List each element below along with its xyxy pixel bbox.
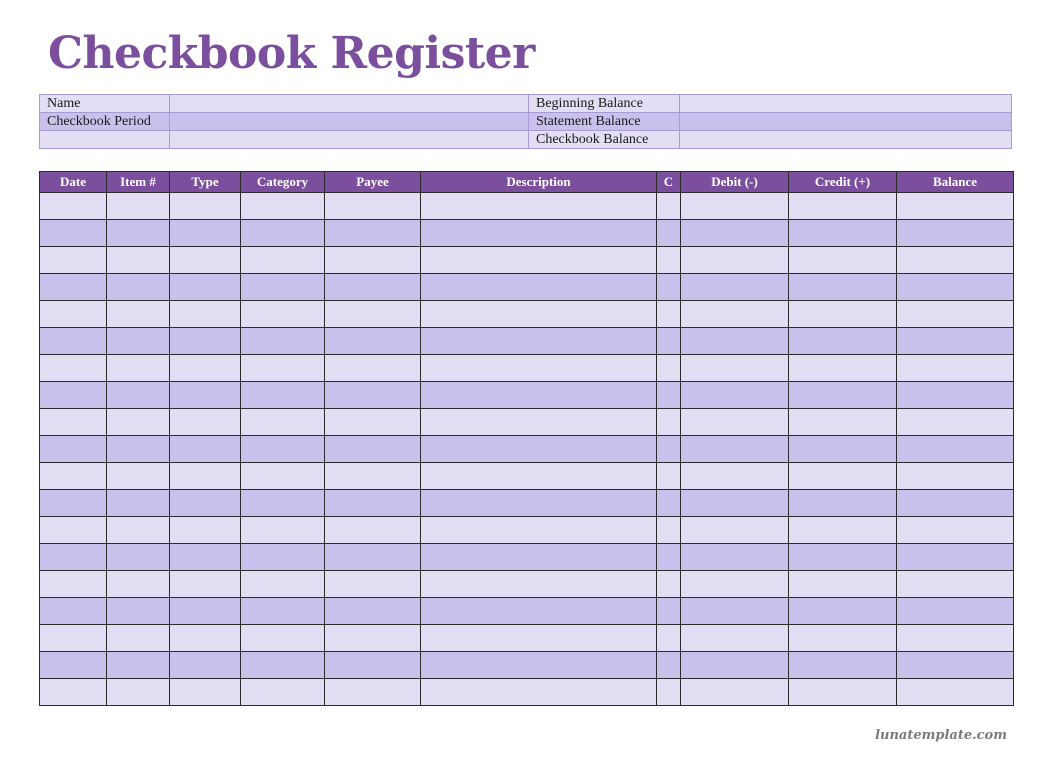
entry-cell[interactable] bbox=[657, 274, 681, 301]
entry-cell[interactable] bbox=[107, 436, 170, 463]
entry-cell[interactable] bbox=[325, 490, 421, 517]
entry-cell[interactable] bbox=[657, 301, 681, 328]
entry-cell[interactable] bbox=[40, 382, 107, 409]
entry-cell[interactable] bbox=[325, 247, 421, 274]
entry-cell[interactable] bbox=[325, 544, 421, 571]
entry-cell[interactable] bbox=[170, 598, 241, 625]
entry-cell[interactable] bbox=[657, 220, 681, 247]
info-row-period bbox=[40, 113, 1012, 131]
entry-cell[interactable] bbox=[107, 571, 170, 598]
entry-cell[interactable] bbox=[107, 652, 170, 679]
entry-cell[interactable] bbox=[657, 679, 681, 706]
entry-cell[interactable] bbox=[241, 193, 325, 220]
entry-cell[interactable] bbox=[107, 247, 170, 274]
entry-cell[interactable] bbox=[241, 625, 325, 652]
checkbook-balance-label: Checkbook Balance bbox=[529, 131, 680, 149]
entry-cell[interactable] bbox=[325, 274, 421, 301]
entry-cell[interactable] bbox=[421, 436, 657, 463]
entry-cell[interactable] bbox=[657, 490, 681, 517]
entry-cell[interactable] bbox=[657, 598, 681, 625]
entry-cell[interactable] bbox=[107, 193, 170, 220]
entry-cell[interactable] bbox=[325, 679, 421, 706]
entry-cell[interactable] bbox=[789, 517, 897, 544]
entry-cell[interactable] bbox=[170, 463, 241, 490]
entry-cell[interactable] bbox=[789, 355, 897, 382]
table-row bbox=[40, 652, 1014, 679]
column-header: Date bbox=[40, 172, 107, 193]
entry-cell[interactable] bbox=[325, 625, 421, 652]
entry-cell[interactable] bbox=[170, 625, 241, 652]
table-row bbox=[40, 247, 1014, 274]
entry-cell[interactable] bbox=[241, 517, 325, 544]
table-row bbox=[40, 679, 1014, 706]
entry-cell[interactable] bbox=[170, 301, 241, 328]
entry-cell[interactable] bbox=[40, 571, 107, 598]
statement-balance-field[interactable] bbox=[680, 113, 1012, 131]
entry-cell[interactable] bbox=[897, 193, 1014, 220]
name-field[interactable] bbox=[170, 95, 529, 113]
entry-cell[interactable] bbox=[325, 652, 421, 679]
table-row bbox=[40, 517, 1014, 544]
checkbook-balance-field[interactable] bbox=[680, 131, 1012, 149]
entry-cell[interactable] bbox=[107, 274, 170, 301]
checkbook-period-label: Checkbook Period bbox=[40, 113, 170, 131]
entry-cell[interactable] bbox=[681, 517, 789, 544]
entry-cell[interactable] bbox=[897, 220, 1014, 247]
entry-cell[interactable] bbox=[681, 490, 789, 517]
entry-cell[interactable] bbox=[170, 436, 241, 463]
entry-cell[interactable] bbox=[421, 220, 657, 247]
info-row-balance bbox=[40, 131, 1012, 149]
entry-cell[interactable] bbox=[421, 409, 657, 436]
table-row bbox=[40, 355, 1014, 382]
entry-cell[interactable] bbox=[789, 436, 897, 463]
entry-cell[interactable] bbox=[421, 490, 657, 517]
entry-cell[interactable] bbox=[170, 247, 241, 274]
table-row bbox=[40, 490, 1014, 517]
entry-cell[interactable] bbox=[107, 490, 170, 517]
entry-cell[interactable] bbox=[681, 571, 789, 598]
entry-cell[interactable] bbox=[170, 193, 241, 220]
entry-cell[interactable] bbox=[897, 247, 1014, 274]
entry-cell[interactable] bbox=[789, 328, 897, 355]
entry-cell[interactable] bbox=[241, 409, 325, 436]
entry-cell[interactable] bbox=[40, 517, 107, 544]
entry-cell[interactable] bbox=[241, 301, 325, 328]
page-title: Checkbook Register bbox=[48, 28, 535, 79]
entry-cell[interactable] bbox=[40, 220, 107, 247]
table-row bbox=[40, 571, 1014, 598]
entry-cell[interactable] bbox=[681, 193, 789, 220]
entry-cell[interactable] bbox=[325, 382, 421, 409]
entry-cell[interactable] bbox=[421, 679, 657, 706]
entry-cell[interactable] bbox=[241, 220, 325, 247]
entry-cell[interactable] bbox=[789, 193, 897, 220]
entry-cell[interactable] bbox=[681, 220, 789, 247]
entry-cell[interactable] bbox=[325, 355, 421, 382]
entry-cell[interactable] bbox=[170, 409, 241, 436]
entry-cell[interactable] bbox=[789, 409, 897, 436]
entry-cell[interactable] bbox=[897, 328, 1014, 355]
entry-cell[interactable] bbox=[325, 409, 421, 436]
entry-cell[interactable] bbox=[657, 652, 681, 679]
entry-cell[interactable] bbox=[241, 355, 325, 382]
entry-cell[interactable] bbox=[40, 436, 107, 463]
entry-cell[interactable] bbox=[40, 301, 107, 328]
entry-cell[interactable] bbox=[170, 274, 241, 301]
entry-cell[interactable] bbox=[241, 652, 325, 679]
entry-cell[interactable] bbox=[657, 409, 681, 436]
entry-cell[interactable] bbox=[421, 301, 657, 328]
entry-cell[interactable] bbox=[897, 571, 1014, 598]
column-header: C bbox=[657, 172, 681, 193]
entry-cell[interactable] bbox=[657, 463, 681, 490]
column-header: Category bbox=[241, 172, 325, 193]
entry-cell[interactable] bbox=[681, 328, 789, 355]
entry-cell[interactable] bbox=[421, 517, 657, 544]
entry-cell[interactable] bbox=[681, 625, 789, 652]
entry-cell[interactable] bbox=[241, 544, 325, 571]
entry-cell[interactable] bbox=[789, 463, 897, 490]
entry-cell[interactable] bbox=[421, 544, 657, 571]
entry-cell[interactable] bbox=[789, 571, 897, 598]
column-header: Debit (-) bbox=[681, 172, 789, 193]
entry-cell[interactable] bbox=[107, 544, 170, 571]
register-body bbox=[40, 193, 1014, 706]
entry-cell[interactable] bbox=[40, 328, 107, 355]
column-header: Item # bbox=[107, 172, 170, 193]
beginning-balance-field[interactable] bbox=[680, 95, 1012, 113]
entry-cell[interactable] bbox=[897, 517, 1014, 544]
entry-cell[interactable] bbox=[789, 679, 897, 706]
entry-cell[interactable] bbox=[421, 247, 657, 274]
entry-cell[interactable] bbox=[681, 679, 789, 706]
entry-cell[interactable] bbox=[897, 301, 1014, 328]
entry-cell[interactable] bbox=[657, 571, 681, 598]
entry-cell[interactable] bbox=[241, 328, 325, 355]
entry-cell[interactable] bbox=[107, 409, 170, 436]
table-row bbox=[40, 274, 1014, 301]
table-row bbox=[40, 625, 1014, 652]
entry-cell[interactable] bbox=[325, 436, 421, 463]
account-info-table bbox=[39, 94, 1012, 149]
register-header-row bbox=[40, 172, 1014, 193]
entry-cell[interactable] bbox=[897, 598, 1014, 625]
entry-cell[interactable] bbox=[40, 247, 107, 274]
entry-cell[interactable] bbox=[40, 625, 107, 652]
info-row-name bbox=[40, 95, 1012, 113]
entry-cell[interactable] bbox=[170, 679, 241, 706]
column-header: Balance bbox=[897, 172, 1014, 193]
entry-cell[interactable] bbox=[657, 247, 681, 274]
entry-cell[interactable] bbox=[897, 436, 1014, 463]
entry-cell[interactable] bbox=[421, 382, 657, 409]
entry-cell[interactable] bbox=[681, 301, 789, 328]
entry-cell[interactable] bbox=[325, 220, 421, 247]
table-row bbox=[40, 436, 1014, 463]
beginning-balance-label: Beginning Balance bbox=[529, 95, 680, 113]
entry-cell[interactable] bbox=[789, 652, 897, 679]
entry-cell[interactable] bbox=[681, 544, 789, 571]
entry-cell[interactable] bbox=[681, 355, 789, 382]
entry-cell[interactable] bbox=[107, 220, 170, 247]
entry-cell[interactable] bbox=[897, 355, 1014, 382]
entry-cell[interactable] bbox=[241, 274, 325, 301]
entry-cell[interactable] bbox=[40, 355, 107, 382]
entry-cell[interactable] bbox=[657, 355, 681, 382]
info-empty-field[interactable] bbox=[170, 131, 529, 149]
entry-cell[interactable] bbox=[40, 598, 107, 625]
entry-cell[interactable] bbox=[241, 679, 325, 706]
entry-cell[interactable] bbox=[657, 328, 681, 355]
entry-cell[interactable] bbox=[421, 463, 657, 490]
entry-cell[interactable] bbox=[325, 193, 421, 220]
entry-cell[interactable] bbox=[170, 517, 241, 544]
entry-cell[interactable] bbox=[681, 247, 789, 274]
entry-cell[interactable] bbox=[325, 517, 421, 544]
entry-cell[interactable] bbox=[170, 220, 241, 247]
table-row bbox=[40, 544, 1014, 571]
entry-cell[interactable] bbox=[170, 382, 241, 409]
entry-cell[interactable] bbox=[789, 544, 897, 571]
table-row bbox=[40, 463, 1014, 490]
entry-cell[interactable] bbox=[107, 382, 170, 409]
entry-cell[interactable] bbox=[40, 679, 107, 706]
entry-cell[interactable] bbox=[241, 571, 325, 598]
entry-cell[interactable] bbox=[421, 274, 657, 301]
entry-cell[interactable] bbox=[107, 598, 170, 625]
table-row bbox=[40, 382, 1014, 409]
entry-cell[interactable] bbox=[421, 652, 657, 679]
entry-cell[interactable] bbox=[40, 409, 107, 436]
entry-cell[interactable] bbox=[40, 652, 107, 679]
entry-cell[interactable] bbox=[241, 247, 325, 274]
entry-cell[interactable] bbox=[107, 625, 170, 652]
entry-cell[interactable] bbox=[107, 301, 170, 328]
column-header: Payee bbox=[325, 172, 421, 193]
entry-cell[interactable] bbox=[789, 625, 897, 652]
entry-cell[interactable] bbox=[107, 517, 170, 544]
entry-cell[interactable] bbox=[40, 544, 107, 571]
entry-cell[interactable] bbox=[681, 652, 789, 679]
footer-watermark: lunatemplate.com bbox=[875, 728, 1007, 743]
entry-cell[interactable] bbox=[657, 544, 681, 571]
entry-cell[interactable] bbox=[107, 355, 170, 382]
entry-cell[interactable] bbox=[789, 220, 897, 247]
entry-cell[interactable] bbox=[241, 382, 325, 409]
entry-cell[interactable] bbox=[325, 571, 421, 598]
entry-cell[interactable] bbox=[897, 544, 1014, 571]
entry-cell[interactable] bbox=[657, 193, 681, 220]
entry-cell[interactable] bbox=[40, 490, 107, 517]
entry-cell[interactable] bbox=[789, 382, 897, 409]
name-label: Name bbox=[40, 95, 170, 113]
entry-cell[interactable] bbox=[681, 598, 789, 625]
entry-cell[interactable] bbox=[241, 436, 325, 463]
checkbook-period-field[interactable] bbox=[170, 113, 529, 131]
entry-cell[interactable] bbox=[107, 679, 170, 706]
entry-cell[interactable] bbox=[40, 274, 107, 301]
table-row bbox=[40, 220, 1014, 247]
entry-cell[interactable] bbox=[897, 679, 1014, 706]
entry-cell[interactable] bbox=[897, 625, 1014, 652]
entry-cell[interactable] bbox=[897, 463, 1014, 490]
entry-cell[interactable] bbox=[241, 463, 325, 490]
entry-cell[interactable] bbox=[40, 463, 107, 490]
entry-cell[interactable] bbox=[681, 436, 789, 463]
entry-cell[interactable] bbox=[789, 490, 897, 517]
entry-cell[interactable] bbox=[170, 571, 241, 598]
entry-cell[interactable] bbox=[789, 274, 897, 301]
entry-cell[interactable] bbox=[325, 463, 421, 490]
entry-cell[interactable] bbox=[170, 490, 241, 517]
entry-cell[interactable] bbox=[421, 193, 657, 220]
entry-cell[interactable] bbox=[897, 382, 1014, 409]
entry-cell[interactable] bbox=[421, 571, 657, 598]
entry-cell[interactable] bbox=[241, 490, 325, 517]
entry-cell[interactable] bbox=[170, 544, 241, 571]
column-header: Credit (+) bbox=[789, 172, 897, 193]
entry-cell[interactable] bbox=[170, 355, 241, 382]
table-row bbox=[40, 328, 1014, 355]
statement-balance-label: Statement Balance bbox=[529, 113, 680, 131]
entry-cell[interactable] bbox=[897, 652, 1014, 679]
entry-cell[interactable] bbox=[421, 355, 657, 382]
entry-cell[interactable] bbox=[421, 328, 657, 355]
table-row bbox=[40, 301, 1014, 328]
table-row bbox=[40, 598, 1014, 625]
entry-cell[interactable] bbox=[421, 625, 657, 652]
entry-cell[interactable] bbox=[107, 328, 170, 355]
entry-cell[interactable] bbox=[170, 328, 241, 355]
entry-cell[interactable] bbox=[241, 598, 325, 625]
column-header: Description bbox=[421, 172, 657, 193]
table-row bbox=[40, 193, 1014, 220]
entry-cell[interactable] bbox=[897, 490, 1014, 517]
entry-cell[interactable] bbox=[657, 625, 681, 652]
entry-cell[interactable] bbox=[681, 274, 789, 301]
entry-cell[interactable] bbox=[681, 382, 789, 409]
entry-cell[interactable] bbox=[657, 382, 681, 409]
info-empty-label bbox=[40, 131, 170, 149]
entry-cell[interactable] bbox=[897, 409, 1014, 436]
entry-cell[interactable] bbox=[657, 436, 681, 463]
entry-cell[interactable] bbox=[107, 463, 170, 490]
entry-cell[interactable] bbox=[789, 598, 897, 625]
table-row bbox=[40, 409, 1014, 436]
entry-cell[interactable] bbox=[325, 328, 421, 355]
entry-cell[interactable] bbox=[325, 598, 421, 625]
entry-cell[interactable] bbox=[325, 301, 421, 328]
entry-cell[interactable] bbox=[657, 517, 681, 544]
entry-cell[interactable] bbox=[681, 409, 789, 436]
entry-cell[interactable] bbox=[40, 193, 107, 220]
column-header: Type bbox=[170, 172, 241, 193]
entry-cell[interactable] bbox=[170, 652, 241, 679]
entry-cell[interactable] bbox=[421, 598, 657, 625]
entry-cell[interactable] bbox=[789, 301, 897, 328]
register-table bbox=[39, 171, 1014, 706]
entry-cell[interactable] bbox=[681, 463, 789, 490]
entry-cell[interactable] bbox=[789, 247, 897, 274]
entry-cell[interactable] bbox=[897, 274, 1014, 301]
